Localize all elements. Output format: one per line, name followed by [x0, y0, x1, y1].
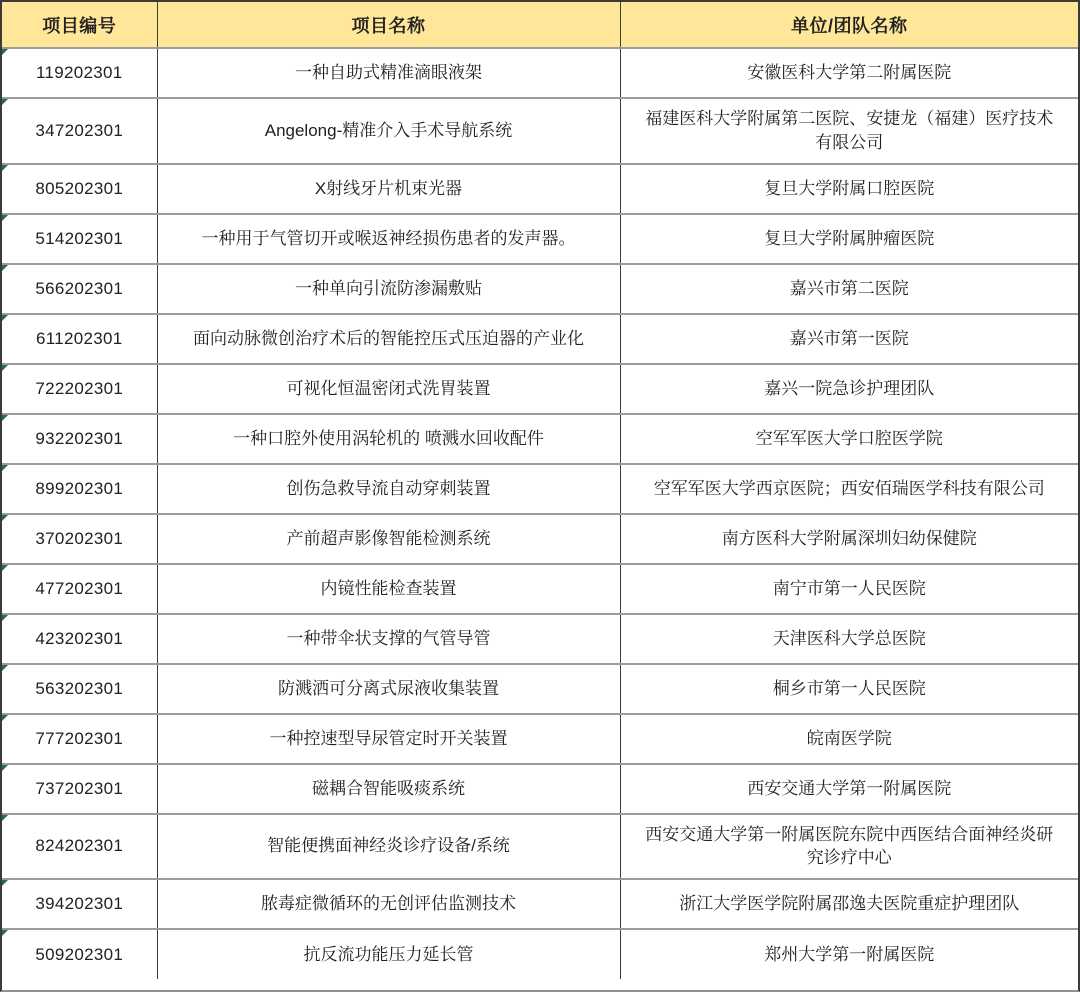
project-name-cell-text: 磁耦合智能吸痰系统 [312, 778, 465, 798]
project-id-cell-text: 824202301 [35, 836, 124, 856]
table-row [2, 414, 1078, 464]
project-id-cell-text: 805202301 [35, 178, 124, 198]
project-id-cell-text: 566202301 [35, 278, 124, 298]
project-id-cell-text: 737202301 [35, 778, 124, 798]
header-cell-unit-name[interactable] [620, 2, 1078, 48]
project-id-cell[interactable] [2, 664, 157, 714]
unit-name-cell[interactable] [620, 814, 1078, 880]
unit-name-cell[interactable] [620, 264, 1078, 314]
cell-error-indicator-icon [2, 930, 8, 936]
table-row [2, 664, 1078, 714]
table-header-row [2, 2, 1078, 48]
unit-name-cell-text: 嘉兴一院急诊护理团队 [764, 378, 935, 398]
project-name-cell[interactable] [157, 364, 620, 414]
unit-name-cell-text: 复旦大学附属肿瘤医院 [764, 228, 935, 248]
cell-error-indicator-icon [2, 415, 8, 421]
project-name-cell-text: 可视化恒温密闭式洗胃装置 [286, 378, 491, 398]
table-row [2, 564, 1078, 614]
unit-name-cell[interactable] [620, 614, 1078, 664]
table-row [2, 814, 1078, 880]
project-id-cell-text: 394202301 [35, 894, 124, 914]
project-name-cell-text: 一种口腔外使用涡轮机的 喷溅水回收配件 [233, 428, 544, 448]
unit-name-cell[interactable] [620, 364, 1078, 414]
cell-error-indicator-icon [2, 265, 8, 271]
unit-name-cell-text: 郑州大学第一附属医院 [764, 944, 935, 964]
project-id-cell-text: 899202301 [35, 478, 124, 498]
unit-name-cell-text: 复旦大学附属口腔医院 [764, 178, 935, 198]
table-body [2, 48, 1078, 979]
cell-error-indicator-icon [2, 165, 8, 171]
project-name-cell-text: 一种用于气管切开或喉返神经损伤患者的发声器。 [201, 228, 576, 248]
unit-name-cell-text: 西安交通大学第一附属医院东院中西医结合面神经炎研究诊疗中心 [645, 824, 1054, 868]
unit-name-cell[interactable] [620, 48, 1078, 98]
project-name-cell-text: 防溅洒可分离式尿液收集装置 [278, 678, 499, 698]
table-row [2, 764, 1078, 814]
unit-name-cell-text: 空军军医大学西京医院；西安佰瑞医学科技有限公司 [653, 478, 1045, 498]
project-name-cell[interactable] [157, 614, 620, 664]
project-id-cell-text: 370202301 [35, 528, 124, 548]
header-label-project-id: 项目编号 [42, 15, 117, 36]
table-row [2, 714, 1078, 764]
table-row [2, 164, 1078, 214]
header-label-project-name: 项目名称 [351, 15, 426, 36]
unit-name-cell[interactable] [620, 764, 1078, 814]
cell-error-indicator-icon [2, 365, 8, 371]
project-id-cell-text: 932202301 [35, 428, 124, 448]
project-name-cell[interactable] [157, 214, 620, 264]
cell-error-indicator-icon [2, 880, 8, 886]
project-id-cell[interactable] [2, 464, 157, 514]
unit-name-cell[interactable] [620, 98, 1078, 164]
project-id-cell[interactable] [2, 514, 157, 564]
project-id-cell[interactable] [2, 764, 157, 814]
table-row [2, 514, 1078, 564]
project-id-cell[interactable] [2, 564, 157, 614]
cell-error-indicator-icon [2, 765, 8, 771]
unit-name-cell-text: 天津医科大学总医院 [772, 628, 926, 648]
project-name-cell[interactable] [157, 879, 620, 929]
cell-error-indicator-icon [2, 565, 8, 571]
unit-name-cell[interactable] [620, 714, 1078, 764]
table-row [2, 214, 1078, 264]
project-name-cell-text: 智能便携面神经炎诊疗设备/系统 [267, 836, 510, 856]
unit-name-cell-text: 西安交通大学第一附属医院 [747, 778, 952, 798]
project-id-cell[interactable] [2, 879, 157, 929]
unit-name-cell[interactable] [620, 879, 1078, 929]
project-name-cell[interactable] [157, 764, 620, 814]
table-row [2, 98, 1078, 164]
project-name-cell[interactable] [157, 714, 620, 764]
project-id-cell[interactable] [2, 164, 157, 214]
project-id-cell-text: 611202301 [35, 328, 123, 348]
project-name-cell-text: 面向动脉微创治疗术后的智能控压式压迫器的产业化 [193, 328, 584, 348]
table-row [2, 264, 1078, 314]
unit-name-cell-text: 桐乡市第一人民医院 [772, 678, 926, 698]
cell-error-indicator-icon [2, 465, 8, 471]
project-id-cell[interactable] [2, 714, 157, 764]
project-id-cell[interactable] [2, 214, 157, 264]
cell-error-indicator-icon [2, 49, 8, 55]
unit-name-cell[interactable] [620, 414, 1078, 464]
cell-error-indicator-icon [2, 215, 8, 221]
project-name-cell[interactable] [157, 814, 620, 880]
unit-name-cell-text: 嘉兴市第二医院 [789, 278, 909, 298]
unit-name-cell[interactable] [620, 164, 1078, 214]
table-row [2, 879, 1078, 929]
project-name-cell[interactable] [157, 929, 620, 979]
project-id-cell[interactable] [2, 364, 157, 414]
table-row [2, 464, 1078, 514]
project-id-cell[interactable] [2, 614, 157, 664]
project-id-cell-text: 777202301 [35, 728, 124, 748]
project-name-cell-text: 一种自助式精准滴眼液架 [295, 63, 482, 83]
project-name-cell[interactable] [157, 314, 620, 364]
unit-name-cell[interactable] [620, 464, 1078, 514]
unit-name-cell-text: 南方医科大学附属深圳妇幼保健院 [721, 528, 977, 548]
unit-name-cell[interactable] [620, 564, 1078, 614]
header-cell-project-name[interactable] [157, 2, 620, 48]
cell-error-indicator-icon [2, 815, 8, 821]
project-name-cell[interactable] [157, 664, 620, 714]
project-name-cell-text: 一种控速型导尿管定时开关装置 [269, 728, 508, 748]
project-id-cell[interactable] [2, 98, 157, 164]
table-row [2, 314, 1078, 364]
project-name-cell-text: Angelong-精准介入手术导航系统 [264, 120, 513, 140]
project-id-cell[interactable] [2, 314, 157, 364]
unit-name-cell-text: 南宁市第一人民医院 [772, 578, 926, 598]
project-id-cell-text: 477202301 [35, 578, 124, 598]
project-name-cell-text: X射线牙片机束光器 [314, 178, 463, 198]
table-row [2, 364, 1078, 414]
project-name-cell[interactable] [157, 164, 620, 214]
cell-error-indicator-icon [2, 99, 8, 105]
cell-error-indicator-icon [2, 315, 8, 321]
unit-name-cell-text: 嘉兴市第一医院 [789, 328, 909, 348]
unit-name-cell-text: 空军军医大学口腔医学院 [755, 428, 943, 448]
unit-name-cell[interactable] [620, 214, 1078, 264]
project-name-cell[interactable] [157, 464, 620, 514]
project-name-cell[interactable] [157, 48, 620, 98]
unit-name-cell[interactable] [620, 929, 1078, 979]
header-label-unit-name: 单位/团队名称 [790, 15, 908, 36]
project-id-cell-text: 509202301 [35, 944, 124, 964]
cell-error-indicator-icon [2, 615, 8, 621]
table-row [2, 929, 1078, 979]
cell-error-indicator-icon [2, 665, 8, 671]
project-id-cell-text: 563202301 [35, 678, 124, 698]
project-id-cell-text: 347202301 [35, 120, 124, 140]
project-name-cell-text: 一种单向引流防渗漏敷贴 [295, 278, 482, 298]
project-name-cell-text: 产前超声影像智能检测系统 [286, 528, 491, 548]
project-id-cell-text: 514202301 [35, 228, 124, 248]
table-row [2, 614, 1078, 664]
table-row [2, 48, 1078, 98]
project-id-cell[interactable] [2, 48, 157, 98]
project-name-cell-text: 脓毒症微循环的无创评估监测技术 [261, 894, 516, 914]
project-name-cell-text: 创伤急救导流自动穿刺装置 [286, 478, 491, 498]
unit-name-cell-text: 安徽医科大学第二附属医院 [747, 63, 952, 83]
project-id-cell[interactable] [2, 414, 157, 464]
unit-name-cell[interactable] [620, 314, 1078, 364]
projects-grid [2, 2, 1078, 979]
project-name-cell-text: 一种带伞状支撑的气管导管 [286, 628, 491, 648]
project-name-cell[interactable] [157, 98, 620, 164]
unit-name-cell[interactable] [620, 664, 1078, 714]
unit-name-cell-text: 浙江大学医学院附属邵逸夫医院重症护理团队 [679, 894, 1020, 914]
project-name-cell[interactable] [157, 514, 620, 564]
project-id-cell-text: 119202301 [35, 63, 123, 83]
project-name-cell[interactable] [157, 414, 620, 464]
project-name-cell-text: 抗反流功能压力延长管 [303, 944, 474, 964]
cell-error-indicator-icon [2, 515, 8, 521]
unit-name-cell-text: 福建医科大学附属第二医院、安捷龙（福建）医疗技术有限公司 [645, 109, 1054, 152]
header-cell-project-id[interactable] [2, 2, 157, 48]
project-id-cell[interactable] [2, 264, 157, 314]
project-id-cell-text: 423202301 [35, 628, 124, 648]
unit-name-cell-text: 皖南医学院 [806, 728, 892, 748]
project-name-cell[interactable] [157, 264, 620, 314]
project-id-cell[interactable] [2, 929, 157, 979]
project-id-cell-text: 722202301 [35, 378, 124, 398]
project-name-cell[interactable] [157, 564, 620, 614]
cell-error-indicator-icon [2, 715, 8, 721]
unit-name-cell[interactable] [620, 514, 1078, 564]
project-id-cell[interactable] [2, 814, 157, 880]
project-name-cell-text: 内镜性能检查装置 [320, 578, 457, 598]
